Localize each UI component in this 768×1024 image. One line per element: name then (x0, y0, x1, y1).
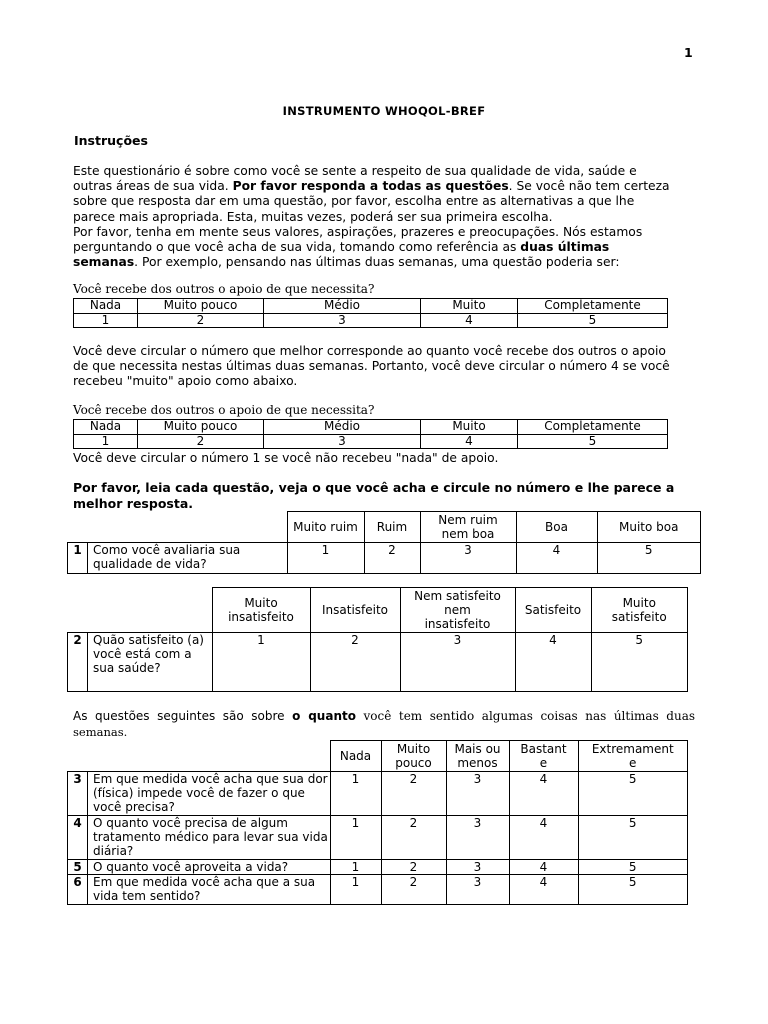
read-instruction-line: melhor resposta. (73, 496, 194, 511)
section3-text: você tem sentido algumas coisas nas últimas duas (355, 709, 696, 723)
example2-value-cell: 1 (74, 434, 138, 449)
answer-option[interactable]: 1 (330, 860, 381, 875)
example-header-cell: Nada (74, 299, 138, 314)
q2-header-row (68, 588, 688, 633)
example-value-cell: 2 (138, 313, 264, 328)
example-value-cell: 1 (74, 313, 138, 328)
question-row (68, 816, 688, 860)
answer-option[interactable]: 5 (578, 772, 688, 816)
q3-6-header-row (68, 741, 688, 772)
q3-6-header-cell: Bastant e (509, 741, 578, 772)
q2-header-cell: Insatisfeito (310, 588, 400, 633)
question-number: 5 (68, 860, 88, 875)
q2-header-cell: Satisfeito (515, 588, 591, 633)
q3-6-header-cell: Extremament e (578, 741, 688, 772)
answer-option[interactable]: 5 (578, 860, 688, 875)
question-row (68, 772, 688, 816)
answer-option[interactable]: 2 (381, 772, 446, 816)
q1-header-cell: Muito ruim (287, 512, 364, 543)
example2-value-cell: 5 (518, 434, 668, 449)
explain-line: Você deve circular o número que melhor corresponde ao quanto você recebe dos outros o apoio (73, 344, 666, 358)
section3-intro-line (73, 708, 695, 724)
question-number: 3 (68, 772, 88, 816)
example2-header-row (74, 420, 668, 435)
example2-note: Você deve circular o número 1 se você não recebeu "nada" de apoio. (73, 451, 499, 465)
question-text: O quanto você aproveita a vida? (88, 860, 331, 875)
question-text: Em que medida você acha que sua dor (física) impede você de fazer o que você precisa? (88, 772, 331, 816)
intro-emphasis: Por favor responda a todas as questões (232, 179, 509, 194)
intro-line: Por favor, tenha em mente seus valores, aspirações, prazeres e preocupações. Nós estamos (73, 224, 643, 239)
intro-line (73, 240, 702, 255)
example2-value-cell: 3 (264, 434, 421, 449)
answer-option[interactable]: 4 (515, 633, 591, 692)
q1-row (68, 543, 701, 574)
intro-text: . Por exemplo, pensando nas últimas duas semanas, uma questão poderia ser: (134, 255, 620, 270)
answer-option[interactable]: 2 (381, 860, 446, 875)
q1-header-row (68, 512, 701, 543)
example2-header-cell: Nada (74, 420, 138, 435)
q1-header-cell: Ruim (364, 512, 420, 543)
question-number: 1 (68, 543, 88, 574)
question-text: Em que medida você acha que a sua vida tem sentido? (88, 875, 331, 905)
example-header-row (74, 299, 668, 314)
question-number: 6 (68, 875, 88, 905)
q3-6-header-cell: Muito pouco (381, 741, 446, 772)
intro-emphasis: duas últimas (520, 240, 610, 255)
example2-scale-table (73, 419, 668, 449)
q1-header-cell: Boa (516, 512, 597, 543)
answer-option[interactable]: 4 (516, 543, 597, 574)
read-instruction (73, 480, 702, 512)
answer-option[interactable]: 5 (591, 633, 688, 692)
answer-option[interactable]: 3 (400, 633, 515, 692)
section3-text: As questões seguintes são sobre (73, 709, 293, 723)
question-text: Quão satisfeito (a) você está com a sua saúde? (88, 633, 213, 692)
answer-option[interactable]: 1 (330, 772, 381, 816)
answer-option[interactable]: 1 (212, 633, 310, 692)
example2-value-cell: 4 (421, 434, 518, 449)
intro-line: Este questionário é sobre como você se sente a respeito de sua qualidade de vida, saúde e (73, 164, 637, 178)
example2-header-cell: Muito (421, 420, 518, 435)
example-value-cell: 4 (421, 313, 518, 328)
question-2-table (67, 587, 688, 692)
answer-option[interactable]: 4 (509, 772, 578, 816)
answer-option[interactable]: 2 (381, 816, 446, 860)
example-value-cell: 3 (264, 313, 421, 328)
answer-option[interactable]: 3 (446, 772, 509, 816)
example-header-cell: Muito pouco (138, 299, 264, 314)
answer-option[interactable]: 2 (381, 875, 446, 905)
read-instruction-line: Por favor, leia cada questão, veja o que você acha e circule no número e lhe parece a (73, 480, 675, 495)
explain-line: de que necessita nestas últimas duas semanas. Portanto, você deve circular o número 4 se você (73, 359, 670, 374)
answer-option[interactable]: 4 (509, 875, 578, 905)
explain-paragraph (73, 344, 702, 390)
section3-emphasis: o quanto (292, 709, 356, 723)
example-header-cell: Muito (421, 299, 518, 314)
q3-6-header-cell: Nada (330, 741, 381, 772)
example-scale-table (73, 298, 668, 328)
intro-text: outras áreas de sua vida. (73, 179, 233, 194)
example2-question: Você recebe dos outros o apoio de que necessita? (73, 403, 375, 417)
answer-option[interactable]: 5 (597, 543, 701, 574)
answer-option[interactable]: 3 (446, 816, 509, 860)
answer-option[interactable]: 3 (446, 860, 509, 875)
section3-intro (73, 708, 695, 740)
question-text: O quanto você precisa de algum tratamento médico para levar sua vida diária? (88, 816, 331, 860)
answer-option[interactable]: 5 (578, 875, 688, 905)
intro-line (73, 179, 702, 194)
intro-text: . Se você não tem certeza (508, 179, 670, 194)
example-header-cell: Completamente (518, 299, 668, 314)
intro-emphasis: semanas (73, 255, 135, 270)
q1-header-cell: Nem ruim nem boa (420, 512, 516, 543)
instructions-heading: Instruções (74, 133, 148, 148)
q2-header-cell: Muito satisfeito (591, 588, 688, 633)
question-1-table (67, 511, 701, 574)
example-header-cell: Médio (264, 299, 421, 314)
example-value-row (74, 313, 668, 328)
answer-option[interactable]: 1 (330, 816, 381, 860)
answer-option[interactable]: 3 (446, 875, 509, 905)
answer-option[interactable]: 3 (420, 543, 516, 574)
explain-line: recebeu "muito" apoio como abaixo. (73, 374, 298, 389)
answer-option[interactable]: 2 (310, 633, 400, 692)
answer-option[interactable]: 4 (509, 816, 578, 860)
question-row (68, 860, 688, 875)
intro-paragraph (73, 164, 702, 270)
intro-line: sobre que resposta dar em uma questão, por favor, escolha entre as alternativas a que lhe (73, 194, 635, 209)
questions-3-6-table (67, 740, 688, 905)
q2-header-cell: Nem satisfeito nem insatisfeito (400, 588, 515, 633)
question-number: 2 (68, 633, 88, 692)
example-question: Você recebe dos outros o apoio de que necessita? (73, 282, 375, 296)
answer-option[interactable]: 1 (287, 543, 364, 574)
example2-header-cell: Completamente (518, 420, 668, 435)
page-number: 1 (684, 45, 693, 60)
question-number: 4 (68, 816, 88, 860)
intro-text: perguntando o que você acha de sua vida, tomando como referência as (73, 240, 521, 255)
q2-header-cell: Muito insatisfeito (212, 588, 310, 633)
q1-header-cell: Muito boa (597, 512, 701, 543)
q3-6-header-cell: Mais ou menos (446, 741, 509, 772)
example2-value-row (74, 434, 668, 449)
question-row (68, 875, 688, 905)
example2-header-cell: Médio (264, 420, 421, 435)
answer-option[interactable]: 1 (330, 875, 381, 905)
page-title: INSTRUMENTO WHOQOL-BREF (282, 104, 486, 118)
example2-header-cell: Muito pouco (138, 420, 264, 435)
q2-row (68, 633, 688, 692)
section3-intro-line: semanas. (73, 725, 128, 739)
example2-value-cell: 2 (138, 434, 264, 449)
answer-option[interactable]: 4 (509, 860, 578, 875)
question-text: Como você avaliaria sua qualidade de vida? (88, 543, 288, 574)
intro-line: parece mais apropriada. Esta, muitas vezes, poderá ser sua primeira escolha. (73, 209, 553, 224)
answer-option[interactable]: 2 (364, 543, 420, 574)
answer-option[interactable]: 5 (578, 816, 688, 860)
example-value-cell: 5 (518, 313, 668, 328)
intro-line (73, 255, 702, 270)
